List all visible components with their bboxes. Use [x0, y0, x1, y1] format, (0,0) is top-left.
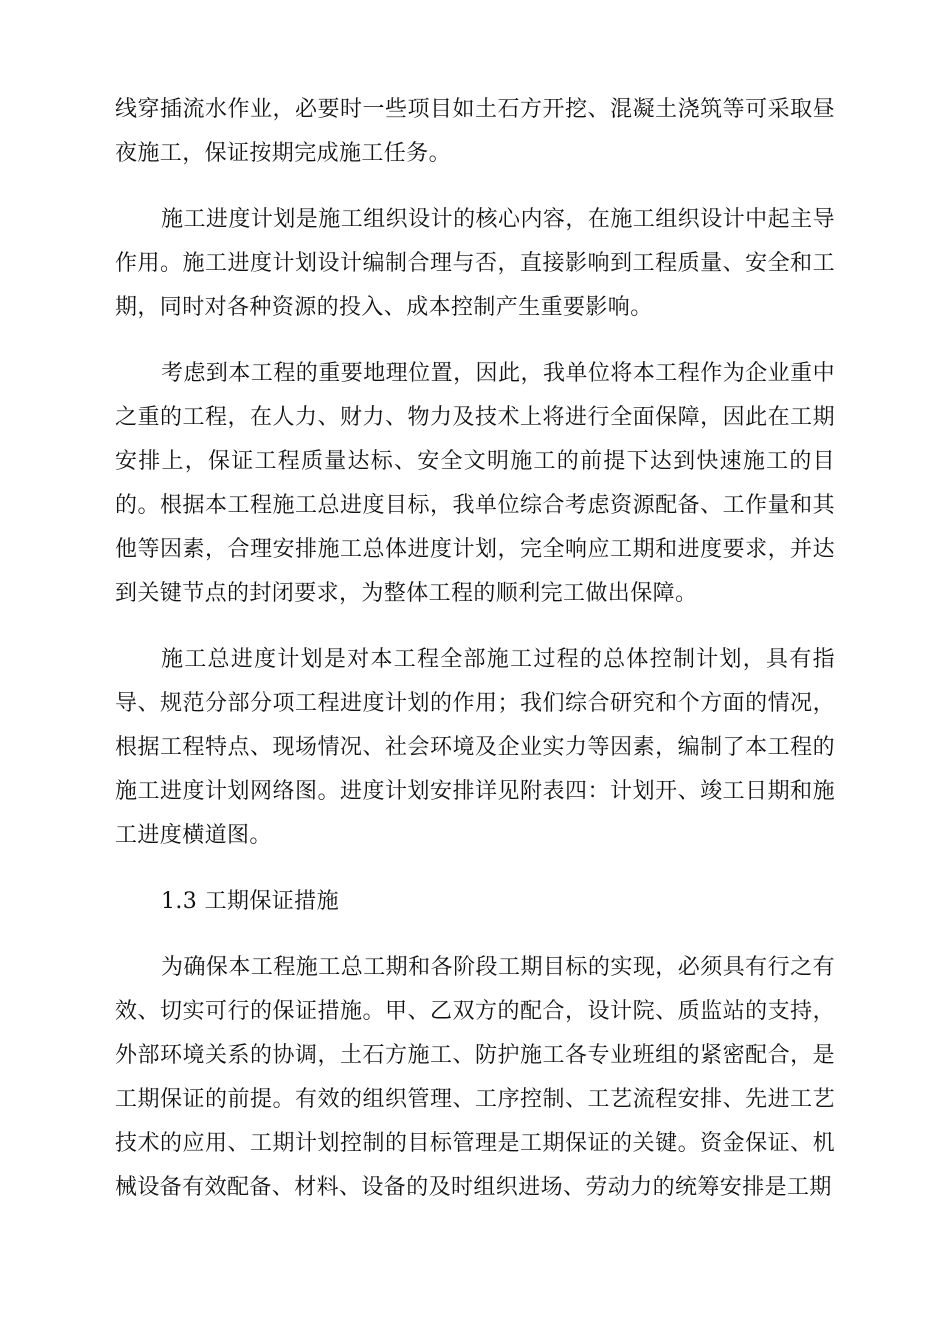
- paragraph-overall-schedule: 施工总进度计划是对本工程全部施工过程的总体控制计划，具有指导、规范分部分项工程进度计划的作用；我们综合研究和个方面的情况，根据工程特点、现场情况、社会环境及企业实力等因素，编制了本工程的施工进度计划网络图。进度计划安排详见附表四：计划开、竣工日期和施工进度横道图。: [115, 647, 835, 848]
- document-page: [115, 88, 835, 1232]
- paragraph-location-importance: 考虑到本工程的重要地理位置，因此，我单位将本工程作为企业重中之重的工程，在人力、财力、物力及技术上将进行全面保障，因此在工期安排上，保证工程质量达标、安全文明施工的前提下达到快速施工的目的。根据本工程施工总进度目标，我单位综合考虑资源配备、工作量和其他等因素，合理安排施工总体进度计划，完全响应工期和进度要求，并达到关键节点的封闭要求，为整体工程的顺利完工做出保障。: [115, 361, 835, 606]
- paragraph-continuation: 线穿插流水作业，必要时一些项目如土石方开挖、混凝土浇筑等可采取昼夜施工，保证按期完成施工任务。: [115, 97, 835, 166]
- paragraph-progress-plan-core: 施工进度计划是施工组织设计的核心内容，在施工组织设计中起主导作用。施工进度计划设计编制合理与否，直接影响到工程质量、安全和工期，同时对各种资源的投入、成本控制产生重要影响。: [115, 207, 835, 320]
- paragraph-schedule-guarantee: 为确保本工程施工总工期和各阶段工期目标的实现，必须具有行之有效、切实可行的保证措施。甲、乙双方的配合，设计院、质监站的支持，外部环境关系的协调，土石方施工、防护施工各专业班组的紧密配合，是工期保证的前提。有效的组织管理、工序控制、工艺流程安排、先进工艺技术的应用、工期计划控制的目标管理是工期保证的关键。资金保证、机械设备有效配备、材料、设备的及时组织进场、劳动力的统筹安排是工期: [115, 955, 835, 1200]
- section-heading: 1.3 工期保证措施: [161, 889, 339, 914]
